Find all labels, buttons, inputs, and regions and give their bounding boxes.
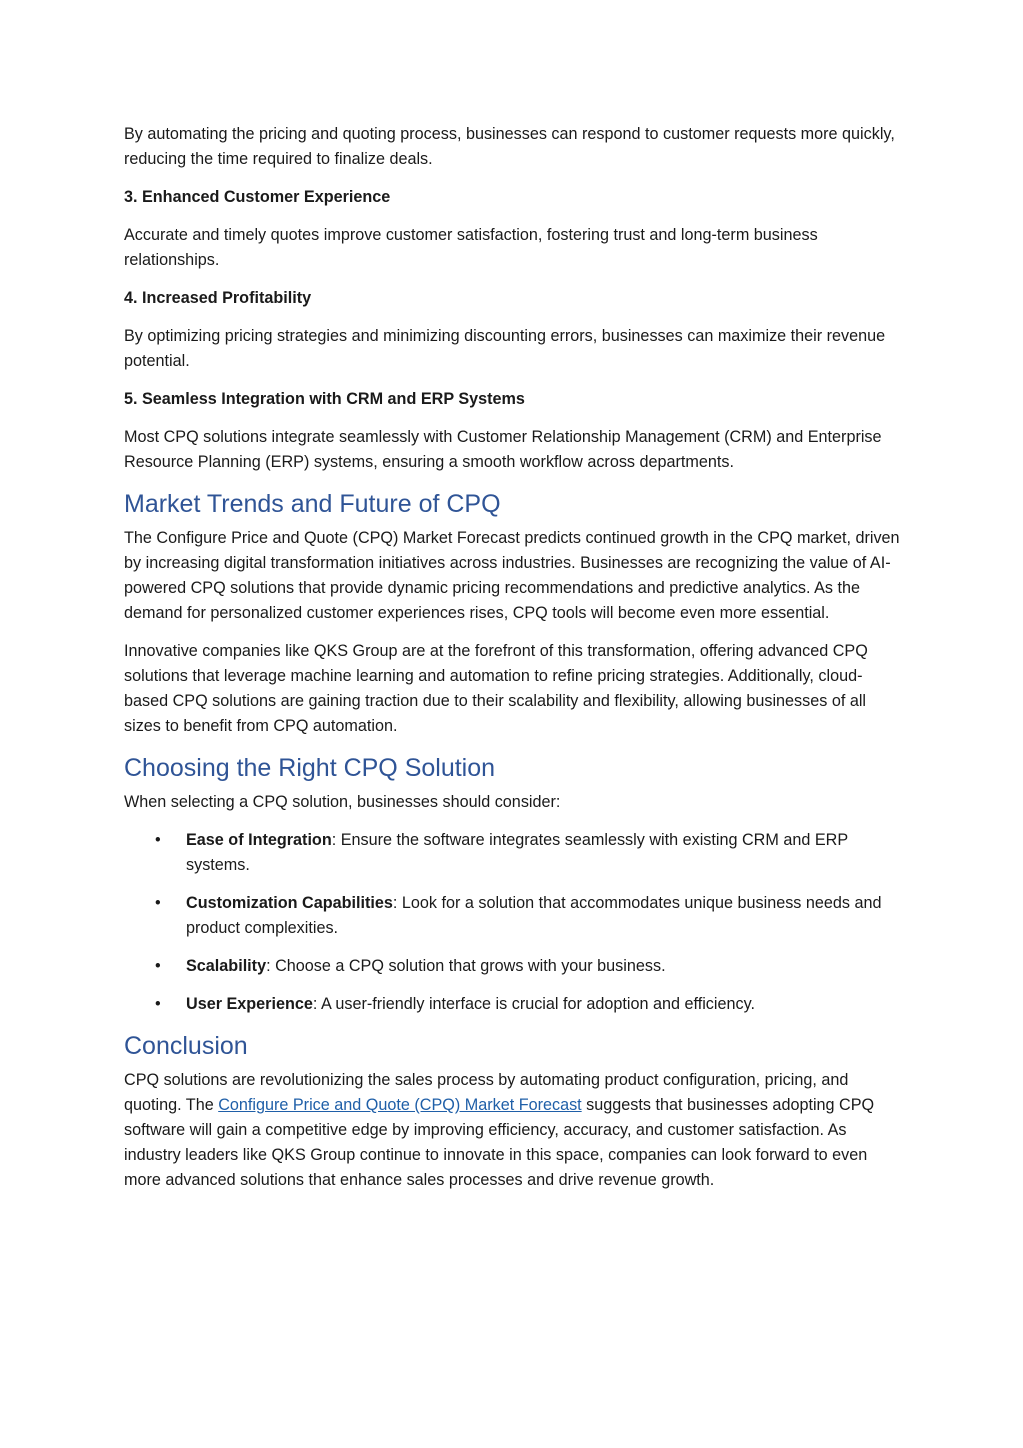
list-item bbox=[124, 992, 900, 1017]
bullet-icon: • bbox=[155, 995, 161, 1013]
benefit-heading: 3. Enhanced Customer Experience bbox=[124, 188, 391, 206]
bullet-icon: • bbox=[155, 957, 161, 975]
list-item-term: User Experience bbox=[186, 995, 313, 1013]
list-item-text: : Ensure the software integrates seamlessly with existing CRM and ERP systems. bbox=[186, 831, 848, 874]
benefit-3 bbox=[124, 185, 900, 273]
list-item-text: : Choose a CPQ solution that grows with your business. bbox=[266, 957, 666, 975]
list-item-term: Customization Capabilities bbox=[186, 894, 393, 912]
intro-paragraph: By automating the pricing and quoting process, businesses can respond to customer requests more quickly, reducing the time required to finalize deals. bbox=[124, 125, 895, 168]
bullet-icon: • bbox=[155, 894, 161, 912]
list-item-text: : A user-friendly interface is crucial for adoption and efficiency. bbox=[312, 995, 755, 1013]
benefit-5 bbox=[124, 387, 900, 475]
bullet-icon: • bbox=[155, 831, 161, 849]
benefit-heading: 4. Increased Profitability bbox=[124, 289, 312, 307]
benefit-heading: 5. Seamless Integration with CRM and ERP Systems bbox=[124, 390, 525, 408]
conclusion-heading: Conclusion bbox=[124, 1032, 248, 1060]
conclusion-text-after: suggests that businesses adopting CPQ software will gain a competitive edge by improving efficiency, accuracy, and customer satisfaction. As industry leaders like QKS Group continue to innovate in this space, companies can look forward to even more advanced solutions that enhance sales processes and drive revenue growth. bbox=[124, 1096, 875, 1189]
list-item-text: : Look for a solution that accommodates unique business needs and product complexities. bbox=[186, 894, 882, 937]
list-item-term: Ease of Integration bbox=[186, 831, 332, 849]
choosing-cpq-heading: Choosing the Right CPQ Solution bbox=[124, 754, 496, 782]
choosing-cpq-intro: When selecting a CPQ solution, businesses should consider: bbox=[124, 793, 561, 811]
market-trends-paragraph-2: Innovative companies like QKS Group are at the forefront of this transformation, offering advanced CPQ solutions that leverage machine learning and automation to refine pricing strategies. Additionally, cloud-based CPQ solutions are gaining traction due to their scalability and flexibility, allowing businesses of all sizes to benefit from CPQ automation. bbox=[124, 642, 868, 735]
list-item bbox=[124, 954, 900, 979]
list-item-term: Scalability bbox=[186, 957, 267, 975]
benefit-text: Accurate and timely quotes improve customer satisfaction, fostering trust and long-term business relationships. bbox=[124, 226, 818, 269]
market-trends-paragraph-1: The Configure Price and Quote (CPQ) Market Forecast predicts continued growth in the CPQ market, driven by increasing digital transformation initiatives across industries. Businesses are recognizing the value of AI-powered CPQ solutions that provide dynamic pricing recommendations and predictive analytics. As the demand for personalized customer experiences rises, CPQ tools will become even more essential. bbox=[124, 529, 900, 622]
benefit-4 bbox=[124, 286, 900, 374]
benefit-text: Most CPQ solutions integrate seamlessly with Customer Relationship Management (CRM) and Enterprise Resource Planning (ERP) systems, ensuring a smooth workflow across departments. bbox=[124, 428, 882, 471]
market-trends-heading: Market Trends and Future of CPQ bbox=[124, 490, 501, 518]
list-item bbox=[124, 828, 900, 878]
conclusion-text-before: CPQ solutions are revolutionizing the sales process by automating product configuration, pricing, and quoting. The bbox=[124, 1071, 849, 1114]
consideration-list bbox=[124, 828, 900, 1017]
list-item bbox=[124, 891, 900, 941]
conclusion-paragraph bbox=[124, 1068, 900, 1193]
document-page bbox=[124, 122, 900, 1206]
benefit-text: By optimizing pricing strategies and minimizing discounting errors, businesses can maximize their revenue potential. bbox=[124, 327, 886, 370]
cpq-market-forecast-link[interactable]: Configure Price and Quote (CPQ) Market Forecast bbox=[218, 1096, 582, 1114]
